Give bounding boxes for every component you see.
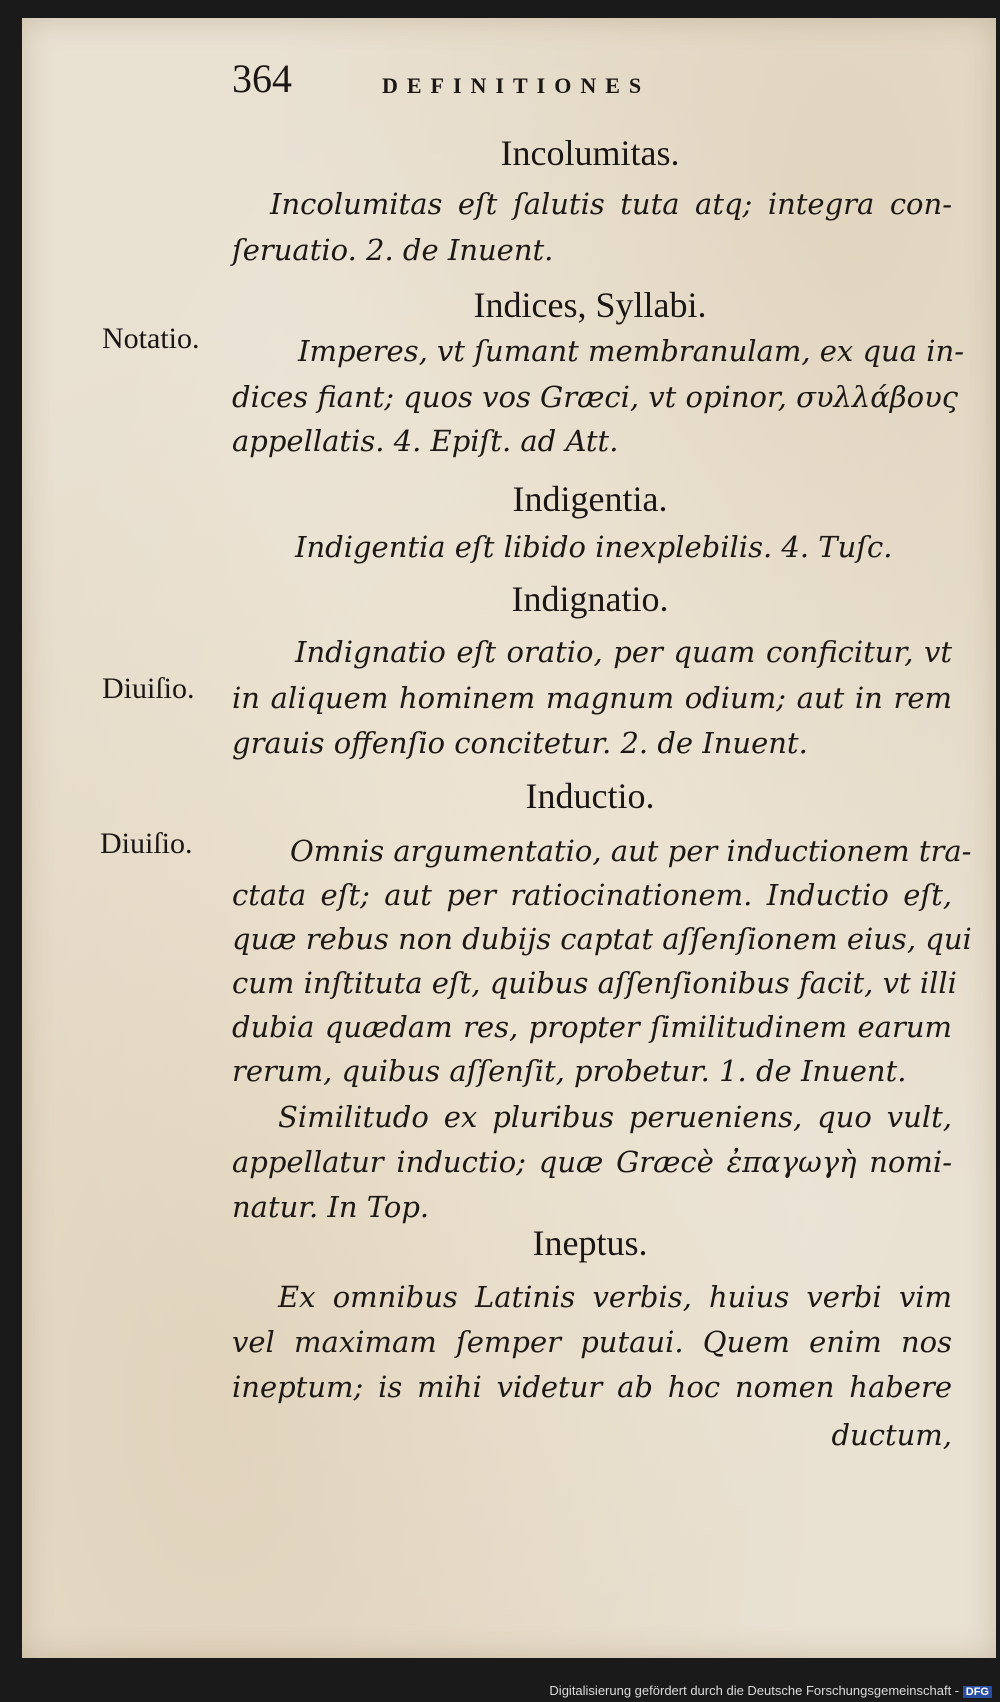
text-line: grauis offenſio concitetur. 2. de Inuent. — [232, 726, 808, 760]
entry-heading: Indigentia. — [512, 479, 668, 519]
credit-text: Digitalisierung gefördert durch die Deutsche Forschungsgemeinschaft - — [549, 1683, 960, 1698]
text-line: dices fiant; quos vos Græci, vt opinor, συλλάβους — [232, 380, 958, 414]
text-line: Incolumitas eſt ſalutis tuta atq; integra con- — [270, 187, 952, 221]
entry-heading: Incolumitas. — [500, 133, 680, 173]
entry-heading: Ineptus. — [532, 1223, 648, 1263]
margin-note: Diuiſio. — [102, 672, 195, 705]
margin-note: Diuiſio. — [100, 827, 193, 860]
text-line: Similitudo ex pluribus perueniens, quo vult, — [278, 1100, 952, 1134]
text-line: rerum, quibus aſſenſit, probetur. 1. de Inuent. — [232, 1054, 907, 1088]
page-number: 364 — [232, 56, 292, 101]
text-line: appellatur inductio; quæ Græcè ἐπαγωγὴ nomi- — [232, 1145, 952, 1179]
text-line: natur. In Top. — [232, 1190, 430, 1224]
text-line: Omnis argumentatio, aut per inductionem tra- — [290, 834, 972, 868]
text-line: vel maximam ſemper putaui. Quem enim nos — [232, 1325, 952, 1359]
text-line: in aliquem hominem magnum odium; aut in rem — [232, 681, 952, 715]
text-line: Ex omnibus Latinis verbis, huius verbi vim — [278, 1280, 952, 1314]
running-title: DEFINITIONES — [382, 73, 651, 98]
entry-heading: Inductio. — [525, 776, 655, 816]
text-line: Indigentia eſt libido inexplebilis. 4. Tuſc. — [295, 530, 893, 564]
dfg-logo: DFG — [963, 1686, 992, 1698]
text-line: Imperes, vt ſumant membranulam, ex qua in- — [298, 334, 964, 368]
entry-heading: Indices, Syllabi. — [473, 285, 707, 325]
text-line: quæ rebus non dubijs captat aſſenſionem eius, qui — [232, 922, 972, 956]
text-line: ctata eſt; aut per ratiocinationem. Inductio eſt, — [232, 878, 952, 912]
text-line: dubia quædam res, propter ſimilitudinem earum — [232, 1010, 952, 1044]
margin-note: Notatio. — [102, 322, 200, 355]
page-header — [232, 55, 952, 115]
entry-heading: Indignatio. — [511, 579, 669, 619]
text-line: ſeruatio. 2. de Inuent. — [232, 233, 554, 267]
text-line: Indignatio eſt oratio, per quam conficitur, vt — [295, 635, 952, 669]
digitization-credit — [549, 1683, 992, 1698]
text-line: cum inſtituta eſt, quibus aſſenſionibus facit, vt illi — [232, 966, 957, 1000]
text-line: appellatis. 4. Epiſt. ad Att. — [232, 424, 619, 458]
catchword: ductum, — [831, 1418, 952, 1452]
text-line: ineptum; is mihi videtur ab hoc nomen habere — [232, 1370, 952, 1404]
